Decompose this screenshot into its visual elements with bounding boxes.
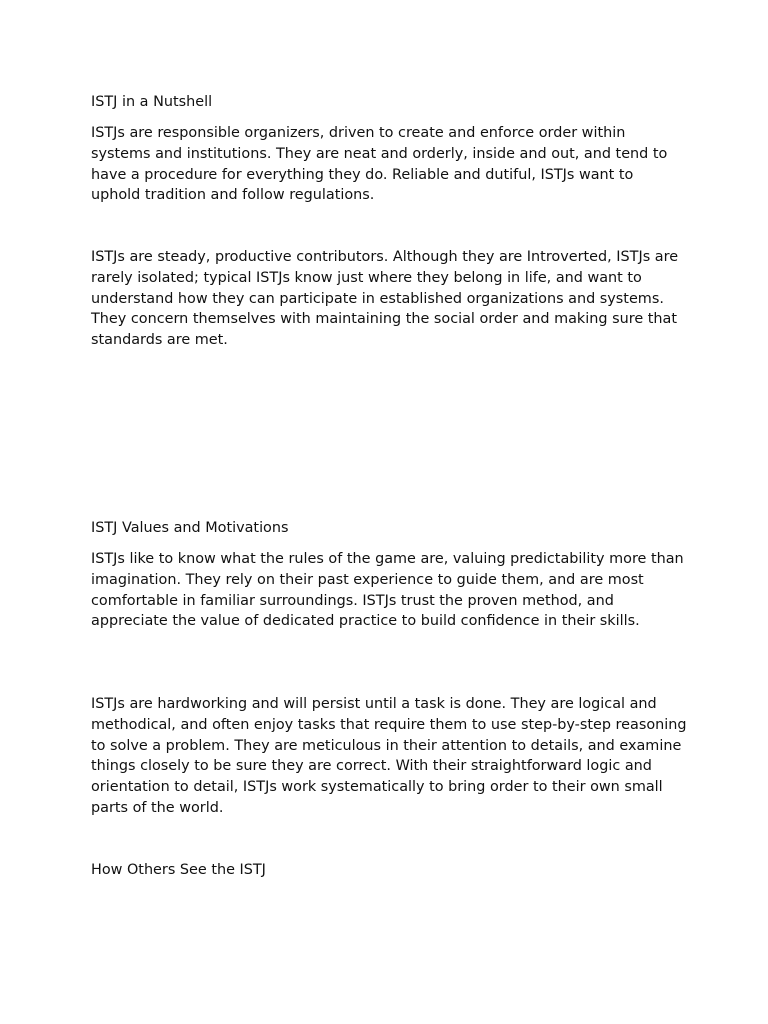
section-heading-others: How Others See the ISTJ (91, 862, 266, 878)
paragraph-nutshell-1: ISTJs are responsible organizers, driven to create and enforce order within systems and institutions. They are neat and orderly, inside and out, and tend to have a procedure for everything they do. Reliable and dutiful, ISTJs want to uphold tradition and follow regulations. (91, 125, 668, 204)
section-heading-values: ISTJ Values and Motivations (91, 520, 289, 536)
paragraph-values-1: ISTJs like to know what the rules of the game are, valuing predictability more than imagination. They rely on their past experience to guide them, and are most comfortable in familiar surroundings. ISTJs trust the proven method, and appreciate the value of dedicated practice to build confidence in their skills. (91, 551, 684, 630)
section-heading-nutshell: ISTJ in a Nutshell (91, 94, 213, 110)
paragraph-values-2: ISTJs are hardworking and will persist until a task is done. They are logical and methodical, and often enjoy tasks that require them to use step-by-step reasoning to solve a problem. They are meticulous in their attention to details, and examine things closely to be sure they are correct. With their straightforward logic and orientation to detail, ISTJs work systematically to bring order to their own small parts of the world. (91, 696, 687, 816)
paragraph-nutshell-2: ISTJs are steady, productive contributors. Although they are Introverted, ISTJs are rarely isolated; typical ISTJs know just where they belong in life, and want to understand how they can participate in established organizations and systems. They concern themselves with maintaining the social order and making sure that standards are met. (91, 249, 679, 349)
